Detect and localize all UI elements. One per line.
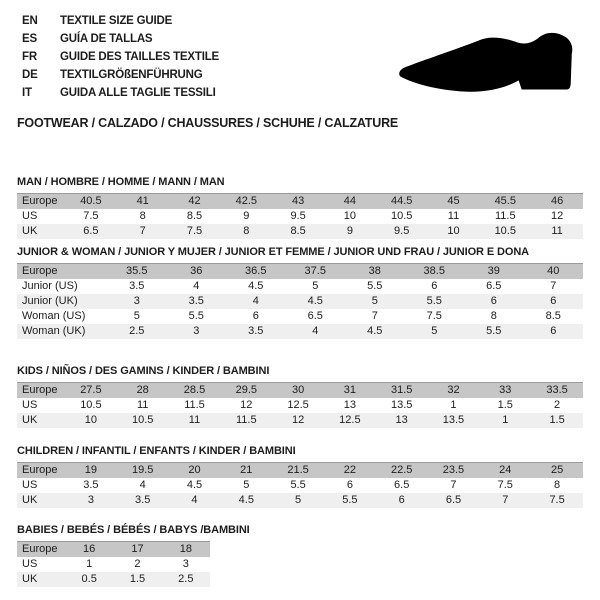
size-cell: 21.5: [272, 463, 324, 479]
size-cell: 4: [226, 294, 286, 309]
size-table: [17, 382, 583, 428]
guide-header: [17, 12, 583, 130]
size-cell: 19: [65, 463, 117, 479]
size-cell: 45.5: [479, 194, 531, 210]
language-code: DE: [22, 69, 38, 81]
size-cell: 9.5: [290, 210, 306, 222]
size-cell: 23.5: [428, 463, 480, 479]
size-cell: 25: [531, 463, 583, 479]
size-cell: 5.5: [290, 479, 306, 491]
size-cell: 42: [169, 194, 221, 210]
row-label: Junior (US): [22, 280, 78, 292]
table-row: [17, 493, 583, 508]
size-cell: 7.5: [169, 224, 221, 239]
size-cell: 12.5: [287, 399, 309, 411]
row-label: Europe: [17, 264, 107, 280]
size-cell: 11.5: [220, 413, 272, 428]
size-cell: 5.5: [405, 294, 465, 309]
size-cell: 3.5: [226, 324, 286, 339]
table-row: [17, 572, 210, 587]
size-cell: 7.5: [83, 210, 99, 222]
size-cell: 8.5: [272, 224, 324, 239]
language-code: EN: [22, 15, 38, 27]
language-label: GUIDE DES TAILLES TEXTILE: [60, 51, 219, 63]
size-cell: 4: [139, 479, 146, 491]
size-cell: 40: [524, 264, 584, 280]
language-label: GUIDA ALLE TAGLIE TESSILI: [60, 87, 216, 99]
table-row: [17, 383, 583, 399]
size-cell: 7.5: [531, 493, 583, 508]
size-cell: 44.5: [376, 194, 428, 210]
category-title: FOOTWEAR / CALZADO / CHAUSSURES / SCHUHE / CALZATURE: [17, 116, 399, 130]
size-table-section: [17, 365, 583, 428]
table-row: [17, 557, 210, 572]
size-cell: 19.5: [117, 463, 169, 479]
size-table-title: MAN / HOMBRE / HOMME / MANN / MAN: [17, 176, 225, 188]
size-cell: 6.5: [307, 310, 323, 322]
size-cell: 3: [65, 493, 117, 508]
size-cell: 42.5: [220, 194, 272, 210]
size-cell: 3.5: [117, 493, 169, 508]
size-cell: 1: [450, 399, 457, 411]
table-row: [17, 324, 583, 339]
size-cell: 7.5: [426, 310, 442, 322]
table-row: [17, 279, 583, 294]
size-table: [17, 462, 583, 508]
size-table-title: BABIES / BEBÉS / BÉBÉS / BABYS /BAMBINI: [17, 524, 250, 536]
size-cell: 13.5: [390, 399, 413, 411]
size-cell: 40.5: [65, 194, 117, 210]
size-cell: 11: [447, 210, 460, 222]
size-cell: 4.5: [345, 324, 405, 339]
language-label: TEXTILE SIZE GUIDE: [60, 15, 173, 27]
size-cell: 36.5: [226, 264, 286, 280]
size-cell: 8: [490, 310, 497, 322]
size-cell: 2: [554, 399, 561, 411]
size-cell: 45: [428, 194, 480, 210]
size-cell: 32: [428, 383, 480, 399]
size-table-section: [17, 445, 583, 508]
row-label: Europe: [17, 542, 65, 558]
size-table-title: JUNIOR & WOMAN / JUNIOR Y MUJER / JUNIOR ET FEMME / JUNIOR UND FRAU / JUNIOR E DONA: [17, 246, 530, 258]
row-label: US: [22, 210, 38, 222]
language-label: TEXTILGRÖßENFÜHRUNG: [60, 69, 203, 81]
size-cell: 2: [134, 558, 141, 570]
size-cell: 1: [86, 558, 93, 570]
size-cell: 10.5: [117, 413, 169, 428]
size-cell: 4: [286, 324, 346, 339]
size-cell: 6: [431, 280, 438, 292]
size-cell: 36: [167, 264, 227, 280]
size-cell: 6.5: [486, 280, 502, 292]
size-cell: 7: [550, 280, 557, 292]
size-cell: 10: [343, 210, 356, 222]
language-code: ES: [22, 33, 37, 45]
table-row: [17, 294, 583, 309]
size-cell: 4.5: [248, 280, 264, 292]
table-row: [17, 463, 583, 479]
size-cell: 2.5: [162, 572, 210, 587]
table-row: [17, 542, 210, 558]
size-cell: 9: [243, 210, 250, 222]
size-cell: 27.5: [65, 383, 117, 399]
size-cell: 16: [65, 542, 113, 558]
size-cell: 10.5: [390, 210, 413, 222]
size-cell: 6: [376, 493, 428, 508]
size-cell: 17: [113, 542, 161, 558]
size-cell: 11: [169, 413, 221, 428]
dress-shoe-icon: [398, 28, 582, 100]
size-cell: 5.5: [324, 493, 376, 508]
size-cell: 4.5: [220, 493, 272, 508]
size-cell: 3: [107, 294, 167, 309]
size-cell: 12: [272, 413, 324, 428]
size-cell: 20: [169, 463, 221, 479]
size-table: [17, 263, 583, 339]
table-row: [17, 478, 583, 493]
size-cell: 11.5: [184, 399, 205, 411]
size-table: [17, 541, 210, 587]
size-cell: 9: [324, 224, 376, 239]
size-cell: 5.5: [367, 280, 383, 292]
size-cell: 1.5: [531, 413, 583, 428]
size-cell: 38: [345, 264, 405, 280]
table-row: [17, 224, 583, 239]
size-cell: 4: [169, 493, 221, 508]
size-cell: 33: [479, 383, 531, 399]
table-row: [17, 264, 583, 280]
size-cell: 18: [162, 542, 210, 558]
row-label: US: [22, 399, 38, 411]
size-cell: 10.5: [479, 224, 531, 239]
size-cell: 13: [343, 399, 356, 411]
row-label: US: [22, 558, 38, 570]
size-cell: 5.5: [188, 310, 204, 322]
size-cell: 21: [220, 463, 272, 479]
size-cell: 9.5: [376, 224, 428, 239]
size-cell: 12.5: [324, 413, 376, 428]
row-label: UK: [17, 224, 65, 239]
size-cell: 7.5: [497, 479, 513, 491]
size-cell: 6: [464, 294, 524, 309]
row-label: US: [22, 479, 38, 491]
size-cell: 3.5: [129, 280, 145, 292]
size-cell: 6.5: [394, 479, 410, 491]
size-cell: 8.5: [545, 310, 561, 322]
size-cell: 39: [464, 264, 524, 280]
size-cell: 44: [324, 194, 376, 210]
language-code: IT: [22, 87, 32, 99]
row-label: Europe: [17, 383, 65, 399]
size-cell: 8.5: [186, 210, 203, 222]
size-table: [17, 193, 583, 239]
size-cell: 5: [405, 324, 465, 339]
size-cell: 41: [117, 194, 169, 210]
size-cell: 6.5: [65, 224, 117, 239]
size-cell: 46: [531, 194, 583, 210]
size-cell: 13.5: [428, 413, 480, 428]
size-table-section: [17, 524, 583, 587]
size-cell: 22: [324, 463, 376, 479]
size-cell: 33.5: [531, 383, 583, 399]
size-cell: 10: [428, 224, 480, 239]
size-cell: 3: [167, 324, 227, 339]
size-cell: 31: [324, 383, 376, 399]
size-cell: 24: [479, 463, 531, 479]
row-label: UK: [17, 572, 65, 587]
size-cell: 29.5: [220, 383, 272, 399]
size-cell: 13: [376, 413, 428, 428]
language-code: FR: [22, 51, 37, 63]
size-cell: 6: [524, 294, 584, 309]
row-label: Woman (US): [22, 310, 86, 322]
size-cell: 5: [272, 493, 324, 508]
size-cell: 11: [136, 399, 149, 411]
size-cell: 28: [117, 383, 169, 399]
size-cell: 10.5: [80, 399, 102, 411]
row-label: Europe: [17, 463, 65, 479]
size-cell: 7: [450, 479, 457, 491]
size-cell: 7: [479, 493, 531, 508]
size-cell: 12: [550, 210, 564, 222]
size-cell: 4.5: [186, 479, 203, 491]
size-cell: 10: [65, 413, 117, 428]
size-tables: [17, 176, 583, 587]
size-cell: 5.5: [464, 324, 524, 339]
size-cell: 11: [531, 224, 583, 239]
size-cell: 5: [133, 310, 140, 322]
size-cell: 6: [524, 324, 584, 339]
size-cell: 37.5: [286, 264, 346, 280]
size-cell: 8: [139, 210, 146, 222]
size-cell: 8: [554, 479, 561, 491]
size-cell: 3: [182, 558, 189, 570]
size-table-section: [17, 176, 583, 239]
size-cell: 30: [272, 383, 324, 399]
size-cell: 38.5: [405, 264, 465, 280]
size-table-title: KIDS / NIÑOS / DES GAMINS / KINDER / BAMBINI: [17, 365, 270, 377]
size-cell: 11.5: [494, 210, 516, 222]
size-cell: 8: [220, 224, 272, 239]
table-row: [17, 309, 583, 324]
size-cell: 7: [117, 224, 169, 239]
size-cell: 5: [312, 280, 319, 292]
size-cell: 1.5: [497, 399, 513, 411]
size-cell: 6: [346, 479, 353, 491]
size-cell: 35.5: [107, 264, 167, 280]
row-label: Europe: [17, 194, 65, 210]
size-cell: 6: [252, 310, 259, 322]
size-cell: 4: [193, 280, 200, 292]
row-label: Junior (UK): [17, 294, 107, 309]
row-label: UK: [17, 493, 65, 508]
size-cell: 1.5: [113, 572, 161, 587]
size-cell: 4.5: [286, 294, 346, 309]
table-row: [17, 194, 583, 210]
size-cell: 1: [479, 413, 531, 428]
size-cell: 3.5: [83, 479, 99, 491]
table-row: [17, 209, 583, 224]
size-cell: 12: [240, 399, 253, 411]
size-cell: 5: [345, 294, 405, 309]
size-table-section: [17, 246, 583, 339]
size-cell: 0.5: [65, 572, 113, 587]
size-cell: 7: [371, 310, 378, 322]
size-cell: 5: [243, 479, 250, 491]
language-label: GUÍA DE TALLAS: [60, 33, 153, 45]
size-cell: 31.5: [376, 383, 428, 399]
row-label: Woman (UK): [17, 324, 107, 339]
size-cell: 43: [272, 194, 324, 210]
size-cell: 28.5: [169, 383, 221, 399]
size-cell: 6.5: [428, 493, 480, 508]
row-label: UK: [17, 413, 65, 428]
size-cell: 3.5: [167, 294, 227, 309]
size-cell: 2.5: [107, 324, 167, 339]
table-row: [17, 398, 583, 413]
size-cell: 22.5: [376, 463, 428, 479]
size-table-title: CHILDREN / INFANTIL / ENFANTS / KINDER / BAMBINI: [17, 445, 296, 457]
table-row: [17, 413, 583, 428]
